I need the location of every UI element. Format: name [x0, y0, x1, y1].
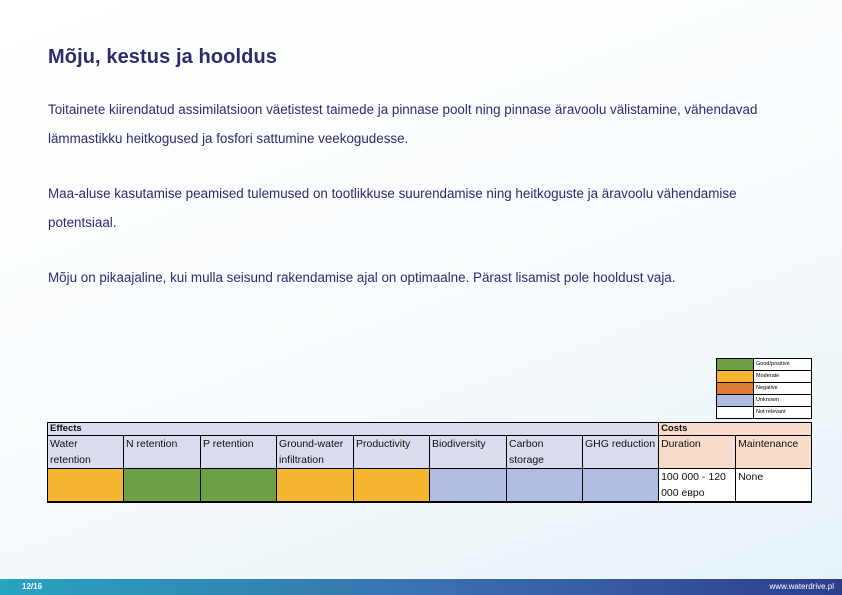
- column-header-duration: Duration: [659, 436, 736, 469]
- paragraph-results: Maa-aluse kasutamise peamised tulemused on tootlikkuse suurendamise ning heitkoguste ja äravoolu vähendamise potentsiaal.: [48, 186, 737, 230]
- column-header-ghg-reduction: GHG reduction: [583, 436, 659, 469]
- column-header-maintenance: Maintenance: [736, 436, 812, 469]
- column-header-productivity: Productivity: [354, 436, 430, 469]
- rating-cell-p-retention: [201, 469, 277, 503]
- legend-label-not-relevant: Not relevant: [756, 409, 786, 415]
- legend-row-not-relevant: [717, 407, 811, 419]
- legend-row-unknown: [717, 395, 811, 407]
- effects-costs-table: [47, 422, 812, 503]
- effects-group-header: Effects: [48, 423, 659, 436]
- paragraph-duration: Mõju on pikaajaline, kui mulla seisund rakendamise ajal on optimaalne. Pärast lisamist pole hooldust vaja.: [48, 270, 676, 285]
- rating-cell-water-retention: [48, 469, 124, 503]
- rating-cell-productivity: [354, 469, 430, 503]
- website-link[interactable]: www.waterdrive.pl: [769, 582, 834, 591]
- rating-cell-ghg-reduction: [583, 469, 659, 503]
- table-row: [48, 469, 812, 503]
- legend-swatch-negative: [717, 383, 754, 394]
- legend-swatch-good: [717, 359, 754, 370]
- column-header-p-retention: P retention: [201, 436, 277, 469]
- legend-row-negative: [717, 383, 811, 395]
- legend-row-good: [717, 359, 811, 371]
- column-header-carbon-storage: Carbon storage: [507, 436, 583, 469]
- legend-label-good: Good/positive: [756, 361, 790, 367]
- page-number: 12/16: [22, 582, 43, 591]
- rating-cell-n-retention: [124, 469, 201, 503]
- rating-cell-biodiversity: [430, 469, 507, 503]
- column-header-biodiversity: Biodiversity: [430, 436, 507, 469]
- maintenance-value: None: [736, 469, 812, 503]
- page-title: Mõju, kestus ja hooldus: [48, 46, 277, 68]
- rating-cell-groundwater-infiltration: [277, 469, 354, 503]
- column-header-n-retention: N retention: [124, 436, 201, 469]
- column-header-groundwater-infiltration: Ground-water infiltration: [277, 436, 354, 469]
- rating-cell-carbon-storage: [507, 469, 583, 503]
- legend-label-negative: Negative: [756, 385, 778, 391]
- legend-label-moderate: Moderate: [756, 373, 780, 379]
- column-header-water-retention: Water retention: [48, 436, 124, 469]
- duration-value: 100 000 - 120 000 евро: [659, 469, 736, 503]
- legend-swatch-unknown: [717, 395, 754, 406]
- legend-row-moderate: [717, 371, 811, 383]
- costs-group-header: Costs: [659, 423, 812, 436]
- rating-legend: [716, 358, 812, 419]
- legend-swatch-moderate: [717, 371, 754, 382]
- footer-bar: [0, 579, 842, 595]
- legend-label-unknown: Unknown: [756, 397, 779, 403]
- paragraph-effects: Toitainete kiirendatud assimilatsioon väetistest taimede ja pinnase poolt ning pinnase äravoolu välistamine, vähendavad lämmastikku heitkogused ja fosfori sattumine veekogudesse.: [48, 102, 758, 146]
- legend-swatch-not-relevant: [717, 407, 754, 418]
